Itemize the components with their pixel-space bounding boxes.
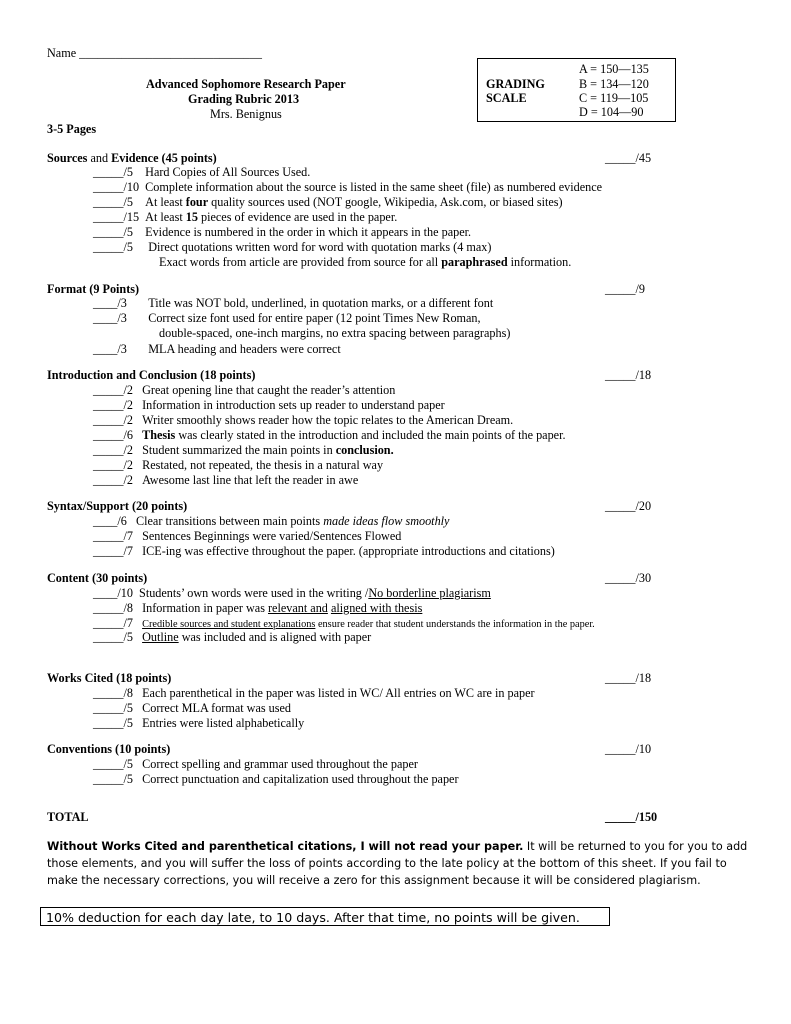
rubric-item: _____/5 Outline was included and is aligned with paper xyxy=(93,630,372,644)
section-title-content: Content (30 points) xyxy=(47,571,148,585)
rubric-item: _____/5 Correct punctuation and capitalization used throughout the paper xyxy=(93,772,459,786)
section-title-sources: Sources and Evidence (45 points) xyxy=(47,151,217,165)
rubric-item: ____/3 Correct size font used for entire paper (12 point Times New Roman, xyxy=(93,311,481,325)
works-cited-warning-line3: make the necessary corrections, you will receive a zero for this assignment because it will be considered plagiarism. xyxy=(47,874,701,887)
section-title-intro-conclusion: Introduction and Conclusion (18 points) xyxy=(47,368,256,382)
document-title: Advanced Sophomore Research Paper xyxy=(146,77,346,91)
scale-label: SCALE xyxy=(486,91,527,105)
rubric-item: _____/10 Complete information about the source is listed in the same sheet (file) as numbered evidence xyxy=(93,180,603,194)
rubric-item: _____/2 Restated, not repeated, the thesis in a natural way xyxy=(93,458,384,472)
works-cited-warning-line2: those elements, and you will suffer the loss of points according to the late policy at the bottom of this sheet. If you fail to xyxy=(47,857,727,870)
rubric-item: _____/7 ICE-ing was effective throughout the paper. (appropriate introductions and citations) xyxy=(93,544,555,558)
rubric-item: _____/2 Great opening line that caught the reader’s attention xyxy=(93,383,396,397)
rubric-item-continuation: Exact words from article are provided from source for all paraphrased information. xyxy=(159,255,572,269)
section-score-content[interactable]: _____/30 xyxy=(605,571,652,585)
total-label: TOTAL xyxy=(47,810,89,824)
rubric-item: ____/3 MLA heading and headers were correct xyxy=(93,342,341,356)
grading-scale-box xyxy=(477,58,676,122)
section-score-intro-conclusion[interactable]: _____/18 xyxy=(605,368,652,382)
rubric-item-continuation: double-spaced, one-inch margins, no extra spacing between paragraphs) xyxy=(159,326,511,340)
section-title-works-cited: Works Cited (18 points) xyxy=(47,671,172,685)
rubric-item: _____/5 Correct spelling and grammar used throughout the paper xyxy=(93,757,418,771)
rubric-item: _____/15 At least 15 pieces of evidence are used in the paper. xyxy=(93,210,398,224)
rubric-item: _____/5 Evidence is numbered in the order in which it appears in the paper. xyxy=(93,225,472,239)
grading-label: GRADING xyxy=(486,77,545,91)
late-policy-box: 10% deduction for each day late, to 10 days. After that time, no points will be given. xyxy=(40,907,610,926)
grade-a: A = 150—135 xyxy=(579,62,649,76)
rubric-item: _____/5 At least four quality sources used (NOT google, Wikipedia, Ask.com, or biased sites) xyxy=(93,195,563,209)
rubric-item: _____/8 Information in paper was relevant and aligned with thesis xyxy=(93,601,423,615)
section-score-format[interactable]: _____/9 xyxy=(605,282,645,296)
rubric-item: ____/10 Students’ own words were used in the writing /No borderline plagiarism xyxy=(93,586,491,600)
rubric-item: ____/3 Title was NOT bold, underlined, in quotation marks, or a different font xyxy=(93,296,494,310)
rubric-item: _____/8 Each parenthetical in the paper was listed in WC/ All entries on WC are in paper xyxy=(93,686,535,700)
grade-b: B = 134—120 xyxy=(579,77,649,91)
grade-d: D = 104—90 xyxy=(579,105,644,119)
rubric-item: _____/5 Correct MLA format was used xyxy=(93,701,292,715)
rubric-item: _____/5 Entries were listed alphabetically xyxy=(93,716,305,730)
works-cited-warning: Without Works Cited and parenthetical citations, I will not read your paper. It will be returned to you for you to add xyxy=(47,840,748,853)
rubric-item: _____/5 Hard Copies of All Sources Used. xyxy=(93,165,311,179)
rubric-item: ____/6 Clear transitions between main points made ideas flow smoothly xyxy=(93,514,450,528)
teacher-name: Mrs. Benignus xyxy=(210,107,282,121)
section-score-conventions[interactable]: _____/10 xyxy=(605,742,652,756)
rubric-item: _____/6 Thesis was clearly stated in the introduction and included the main points of the paper. xyxy=(93,428,566,442)
page-requirement: 3-5 Pages xyxy=(47,122,97,136)
grade-c: C = 119—105 xyxy=(579,91,649,105)
rubric-item: _____/7 Sentences Beginnings were varied/Sentences Flowed xyxy=(93,529,402,543)
section-score-works-cited[interactable]: _____/18 xyxy=(605,671,652,685)
total-score[interactable]: _____/150 xyxy=(605,810,658,824)
section-score-sources[interactable]: _____/45 xyxy=(605,151,652,165)
name-field[interactable]: Name ______________________________ xyxy=(47,46,262,60)
rubric-item: _____/5 Direct quotations written word for word with quotation marks (4 max) xyxy=(93,240,492,254)
rubric-item: _____/7 Credible sources and student explanations ensure reader that student understands the information in the paper. xyxy=(93,616,595,630)
rubric-item: _____/2 Student summarized the main points in conclusion. xyxy=(93,443,394,457)
section-title-format: Format (9 Points) xyxy=(47,282,140,296)
document-subtitle: Grading Rubric 2013 xyxy=(188,92,300,106)
rubric-item: _____/2 Awesome last line that left the reader in awe xyxy=(93,473,359,487)
section-score-syntax-support[interactable]: _____/20 xyxy=(605,499,652,513)
section-title-conventions: Conventions (10 points) xyxy=(47,742,171,756)
rubric-item: _____/2 Writer smoothly shows reader how the topic relates to the American Dream. xyxy=(93,413,514,427)
rubric-item: _____/2 Information in introduction sets up reader to understand paper xyxy=(93,398,445,412)
section-title-syntax-support: Syntax/Support (20 points) xyxy=(47,499,188,513)
